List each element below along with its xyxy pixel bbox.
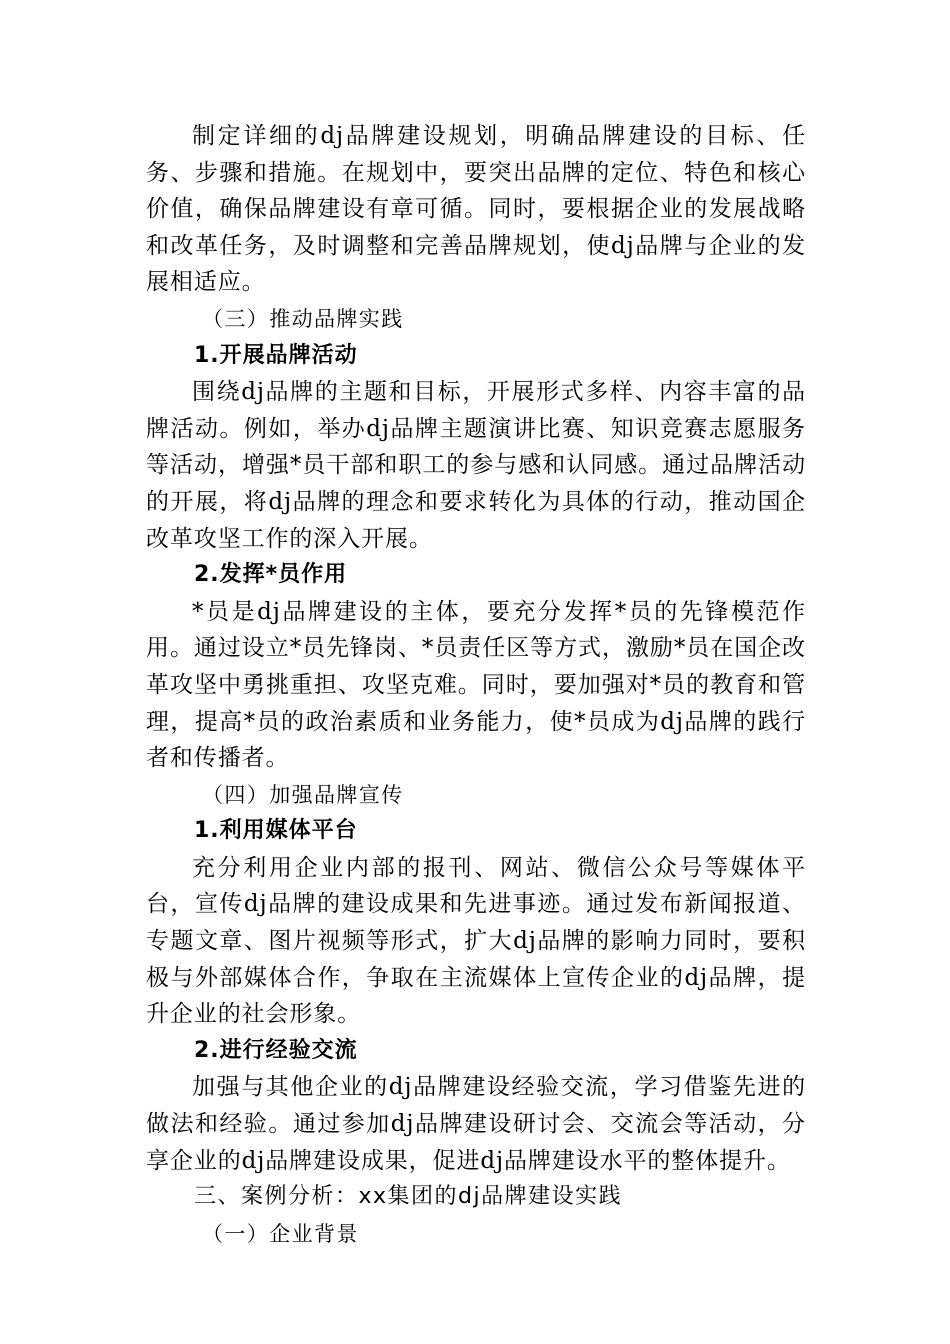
paragraph-brand-activities: 围绕dj品牌的主题和目标，开展形式多样、内容丰富的品牌活动。例如，举办dj品牌主题演讲比赛、知识竞赛志愿服务等活动，增强*员干部和职工的参与感和认同感。通过品牌活动的开展，将dj品牌的理念和要求转化为具体的行动，推动国企改革攻坚工作的深入开展。	[146, 379, 806, 552]
numbered-heading-media-platforms: 1.利用媒体平台	[194, 818, 358, 844]
section-heading-company-background: （一）企业背景	[202, 1221, 359, 1246]
section-heading-promote-practice: （三）推动品牌实践	[202, 306, 404, 331]
paragraph-member-role: *员是dj品牌建设的主体，要充分发挥*员的先锋模范作用。通过设立*员先锋岗、*员责任区等方式，激励*员在国企改革攻坚中勇挑重担、攻坚克难。同时，要加强对*员的教育和管理，提高*员的政治素质和业务能力，使*员成为dj品牌的践行者和传播者。	[146, 598, 806, 772]
paragraph-media-platforms: 充分利用企业内部的报刊、网站、微信公众号等媒体平台，宣传dj品牌的建设成果和先进事迹。通过发布新闻报道、专题文章、图片视频等形式，扩大dj品牌的影响力同时，要积极与外部媒体合作，争取在主流媒体上宣传企业的dj品牌，提升企业的社会形象。	[146, 854, 806, 1028]
chapter-heading-case-study: 三、案例分析：xx集团的dj品牌建设实践	[194, 1184, 623, 1210]
numbered-heading-experience-exchange: 2.进行经验交流	[194, 1037, 358, 1063]
numbered-heading-member-role: 2.发挥*员作用	[194, 562, 348, 588]
paragraph-experience-exchange: 加强与其他企业的dj品牌建设经验交流，学习借鉴先进的做法和经验。通过参加dj品牌建设研讨会、交流会等活动，分享企业的dj品牌建设成果，促进dj品牌建设水平的整体提升。	[146, 1074, 806, 1174]
document-body	[146, 118, 806, 1252]
numbered-heading-brand-activities: 1.开展品牌活动	[194, 342, 358, 368]
section-heading-brand-publicity: （四）加强品牌宣传	[202, 782, 404, 807]
paragraph-brand-plan: 制定详细的dj品牌建设规划，明确品牌建设的目标、任务、步骤和措施。在规划中，要突出品牌的定位、特色和核心价值，确保品牌建设有章可循。同时，要根据企业的发展战略和改革任务，及时调整和完善品牌规划，使dj品牌与企业的发展相适应。	[146, 123, 806, 296]
